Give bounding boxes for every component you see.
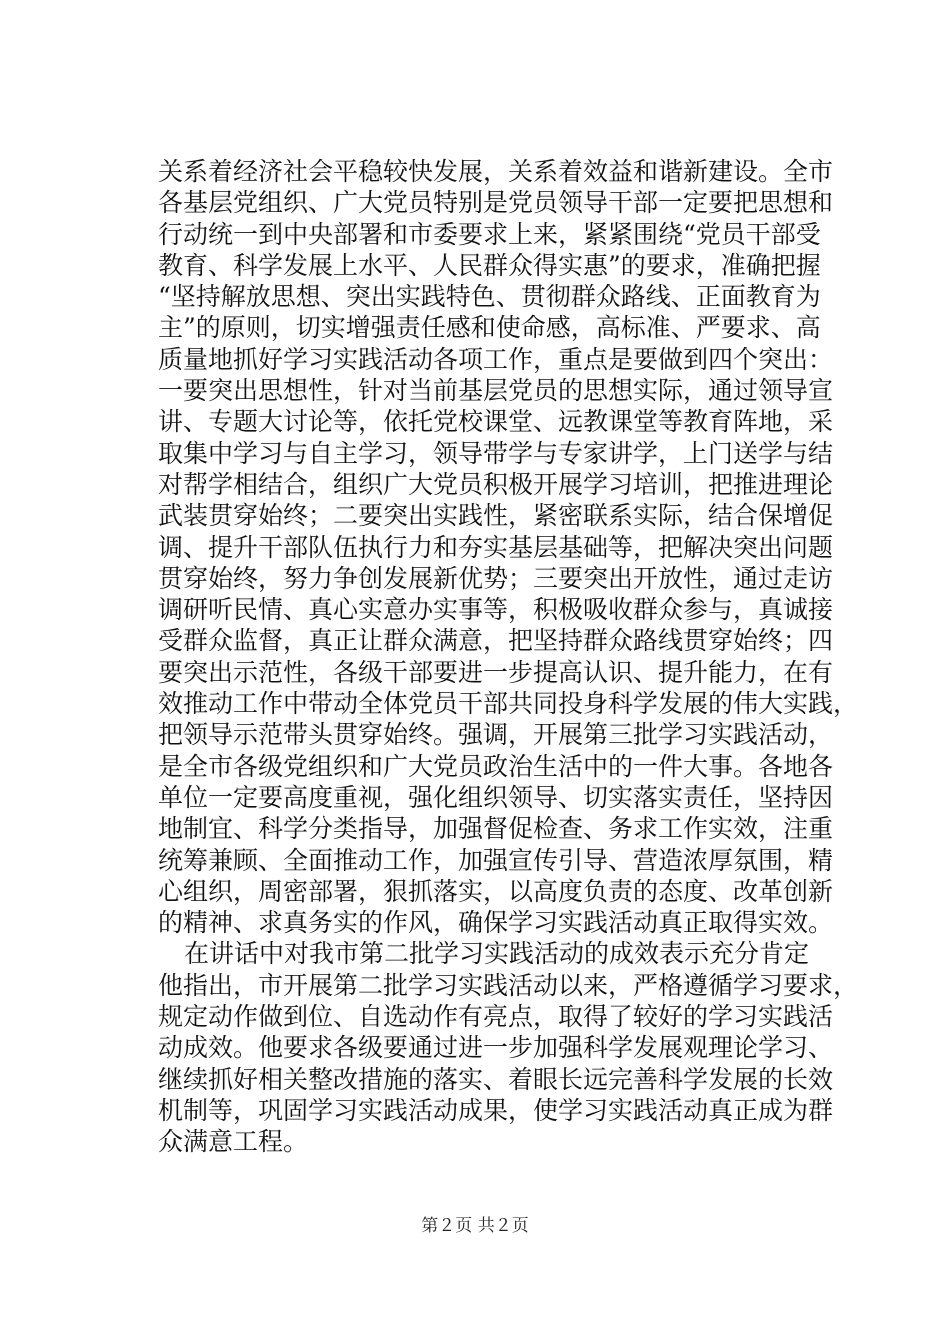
body-text xyxy=(158,156,859,1158)
text-line: 效推动工作中带动全体党员干部共同投身科学发展的伟大实践， xyxy=(158,689,859,719)
text-line: 质量地抓好学习实践活动各项工作，重点是要做到四个突出： xyxy=(158,344,834,374)
text-line: 规定动作做到位、自选动作有亮点，取得了较好的学习实践活 xyxy=(158,1002,834,1032)
text-line: 行动统一到中央部署和市委要求上来，紧紧围绕“党员干部受 xyxy=(158,219,821,249)
text-line: 心组织，周密部署，狠抓落实，以高度负责的态度、改革创新 xyxy=(158,876,834,906)
text-line: 统筹兼顾、全面推动工作，加强宣传引导、营造浓厚氛围，精 xyxy=(158,845,834,875)
text-line: 单位一定要高度重视，强化组织领导、切实落实责任，坚持因 xyxy=(158,782,834,812)
text-line: 调、提升干部队伍执行力和夯实基层基础等，把解决突出问题 xyxy=(158,532,834,562)
text-line: 主”的原则，切实增强责任感和使命感，高标准、严要求、高 xyxy=(158,313,821,343)
text-line: 各基层党组织、广大党员特别是党员领导干部一定要把思想和 xyxy=(158,188,834,218)
text-line: 要突出示范性，各级干部要进一步提高认识、提升能力，在有 xyxy=(158,657,834,687)
text-line: 关系着经济社会平稳较快发展，关系着效益和谐新建设。全市 xyxy=(158,157,834,186)
text-line: 把领导示范带头贯穿始终。强调，开展第三批学习实践活动， xyxy=(158,720,834,750)
text-line: 贯穿始终，努力争创发展新优势；三要突出开放性，通过走访 xyxy=(158,563,834,593)
text-line: 讲、专题大讨论等，依托党校课堂、远教课堂等教育阵地，采 xyxy=(158,407,834,437)
text-line: “坚持解放思想、突出实践特色、贯彻群众路线、正面教育为 xyxy=(158,282,821,312)
text-line: 他指出，市开展第二批学习实践活动以来，严格遵循学习要求， xyxy=(158,970,859,1000)
text-line: 众满意工程。 xyxy=(158,1127,309,1157)
text-line: 是全市各级党组织和广大党员政治生活中的一件大事。各地各 xyxy=(158,751,834,781)
page-number-footer: 第２页 共２页 xyxy=(421,1216,529,1236)
text-line: 机制等，巩固学习实践活动成果，使学习实践活动真正成为群 xyxy=(158,1095,834,1125)
text-line: 教育、科学发展上水平、人民群众得实惠”的要求，准确把握 xyxy=(158,250,821,280)
text-line: 地制宜、科学分类指导，加强督促检查、务求工作实效，注重 xyxy=(158,814,834,844)
text-line: 动成效。他要求各级要通过进一步加强科学发展观理论学习、 xyxy=(158,1033,834,1063)
text-line: 武装贯穿始终；二要突出实践性，紧密联系实际，结合保增促 xyxy=(158,501,834,531)
text-line: 对帮学相结合，组织广大党员积极开展学习培训，把推进理论 xyxy=(158,469,834,499)
text-line: 调研听民情、真心实意办实事等，积极吸收群众参与，真诚接 xyxy=(158,595,834,625)
text-line: 的精神、求真务实的作风，确保学习实践活动真正取得实效。 xyxy=(158,908,834,938)
text-line: 继续抓好相关整改措施的落实、着眼长远完善科学发展的长效 xyxy=(158,1064,834,1094)
text-line: 取集中学习与自主学习，领导带学与专家讲学，上门送学与结 xyxy=(158,438,834,468)
paragraph-start-line: 在讲话中对我市第二批学习实践活动的成效表示充分肯定 xyxy=(184,939,810,969)
text-line: 受群众监督，真正让群众满意，把坚持群众路线贯穿始终；四 xyxy=(158,626,834,656)
text-line: 一要突出思想性，针对当前基层党员的思想实际，通过领导宣 xyxy=(158,376,834,406)
